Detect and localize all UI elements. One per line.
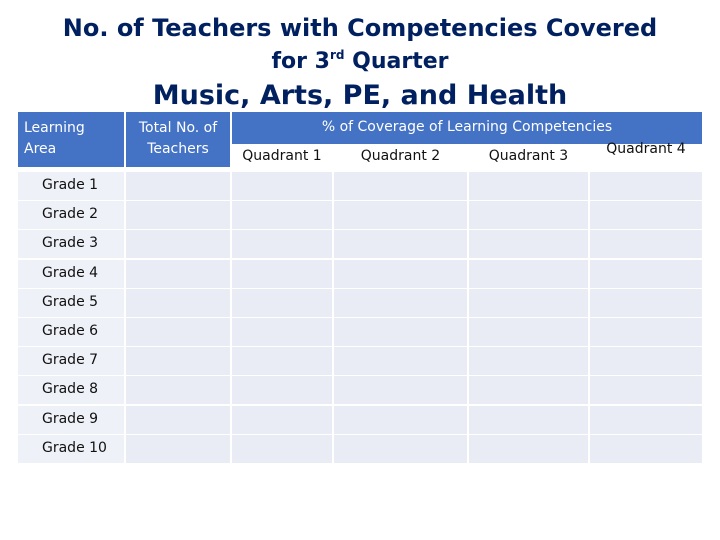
quadrant-4-cell[interactable] — [590, 435, 702, 463]
quadrant-3-cell[interactable] — [469, 435, 588, 463]
table-row-label — [18, 376, 124, 404]
quadrant-2-cell[interactable] — [334, 201, 467, 229]
quadrant-1-cell[interactable] — [232, 347, 332, 375]
quadrant-2-header: Quadrant 2 — [334, 144, 467, 169]
quadrant-2-cell[interactable] — [334, 406, 467, 434]
quadrant-3-cell[interactable] — [469, 260, 588, 288]
quadrant-1-cell[interactable] — [232, 435, 332, 463]
title-line-2-prefix: for 3 — [271, 49, 330, 74]
subject-title: Music, Arts, PE, and Health — [152, 80, 568, 111]
table-row-label — [18, 289, 124, 317]
total-teachers-cell[interactable] — [126, 435, 230, 463]
grade-label: Grade 1 — [42, 177, 99, 193]
total-teachers-cell[interactable] — [126, 230, 230, 258]
quadrant-2-cell[interactable] — [334, 289, 467, 317]
grade-label: Grade 3 — [42, 235, 99, 251]
header-total-teachers-label: Total No. of Teachers — [138, 120, 218, 157]
quadrant-4-cell[interactable] — [590, 347, 702, 375]
total-teachers-cell[interactable] — [126, 260, 230, 288]
total-teachers-cell[interactable] — [126, 347, 230, 375]
quadrant-3-cell[interactable] — [469, 289, 588, 317]
header-coverage — [232, 112, 702, 144]
grade-label: Grade 7 — [42, 352, 99, 368]
grade-label: Grade 6 — [42, 323, 99, 339]
table-row-label — [18, 172, 124, 200]
quadrant-4-cell[interactable] — [590, 289, 702, 317]
title-line-1: No. of Teachers with Competencies Covered — [62, 14, 658, 42]
total-teachers-cell[interactable] — [126, 201, 230, 229]
quadrant-1-cell[interactable] — [232, 289, 332, 317]
title-line-2-suffix: Quarter — [344, 49, 449, 74]
quadrant-4-cell[interactable] — [590, 201, 702, 229]
quadrant-1-cell[interactable] — [232, 172, 332, 200]
quadrant-3-header: Quadrant 3 — [469, 144, 588, 169]
quadrant-2-cell[interactable] — [334, 347, 467, 375]
quadrant-3-cell[interactable] — [469, 172, 588, 200]
quadrant-3-cell[interactable] — [469, 201, 588, 229]
quadrant-2-cell[interactable] — [334, 172, 467, 200]
grade-label: Grade 4 — [42, 265, 99, 281]
table-row-label — [18, 260, 124, 288]
table-row-label — [18, 435, 124, 463]
quadrant-1-cell[interactable] — [232, 406, 332, 434]
quadrant-4-cell[interactable] — [590, 376, 702, 404]
quadrant-4-cell[interactable] — [590, 318, 702, 346]
total-teachers-cell[interactable] — [126, 376, 230, 404]
quadrant-4-cell[interactable] — [590, 230, 702, 258]
total-teachers-cell[interactable] — [126, 172, 230, 200]
quadrant-1-cell[interactable] — [232, 318, 332, 346]
header-learning-area-label: Learning Area — [24, 120, 85, 157]
quadrant-3-cell[interactable] — [469, 406, 588, 434]
quadrant-2-cell[interactable] — [334, 260, 467, 288]
ordinal-suffix: rd — [329, 48, 345, 62]
quadrant-2-cell[interactable] — [334, 318, 467, 346]
title-line-2 — [0, 48, 720, 74]
table-row-label — [18, 201, 124, 229]
grade-label: Grade 5 — [42, 294, 99, 310]
quadrant-2-cell[interactable] — [334, 376, 467, 404]
quadrant-4-cell[interactable] — [590, 406, 702, 434]
quadrant-1-cell[interactable] — [232, 230, 332, 258]
quadrant-2-cell[interactable] — [334, 435, 467, 463]
table-row-label — [18, 347, 124, 375]
grade-label: Grade 8 — [42, 381, 99, 397]
grade-label: Grade 2 — [42, 206, 99, 222]
grade-label: Grade 9 — [42, 411, 99, 427]
quadrant-4-header: Quadrant 4 — [590, 144, 702, 169]
quadrant-3-cell[interactable] — [469, 347, 588, 375]
total-teachers-cell[interactable] — [126, 289, 230, 317]
table-row-label — [18, 318, 124, 346]
table-row-label — [18, 406, 124, 434]
table-row-label — [18, 230, 124, 258]
header-total-teachers — [126, 112, 230, 167]
total-teachers-cell[interactable] — [126, 318, 230, 346]
quadrant-3-cell[interactable] — [469, 230, 588, 258]
quadrant-4-cell[interactable] — [590, 172, 702, 200]
quadrant-1-header: Quadrant 1 — [232, 144, 332, 169]
total-teachers-cell[interactable] — [126, 406, 230, 434]
header-coverage-label: % of Coverage of Learning Competencies — [321, 119, 613, 135]
quadrant-2-cell[interactable] — [334, 230, 467, 258]
quadrant-1-cell[interactable] — [232, 260, 332, 288]
quadrant-4-cell[interactable] — [590, 260, 702, 288]
quadrant-3-cell[interactable] — [469, 318, 588, 346]
grade-label: Grade 10 — [42, 440, 107, 456]
header-learning-area — [18, 112, 124, 167]
quadrant-3-cell[interactable] — [469, 376, 588, 404]
quadrant-1-cell[interactable] — [232, 376, 332, 404]
quadrant-1-cell[interactable] — [232, 201, 332, 229]
